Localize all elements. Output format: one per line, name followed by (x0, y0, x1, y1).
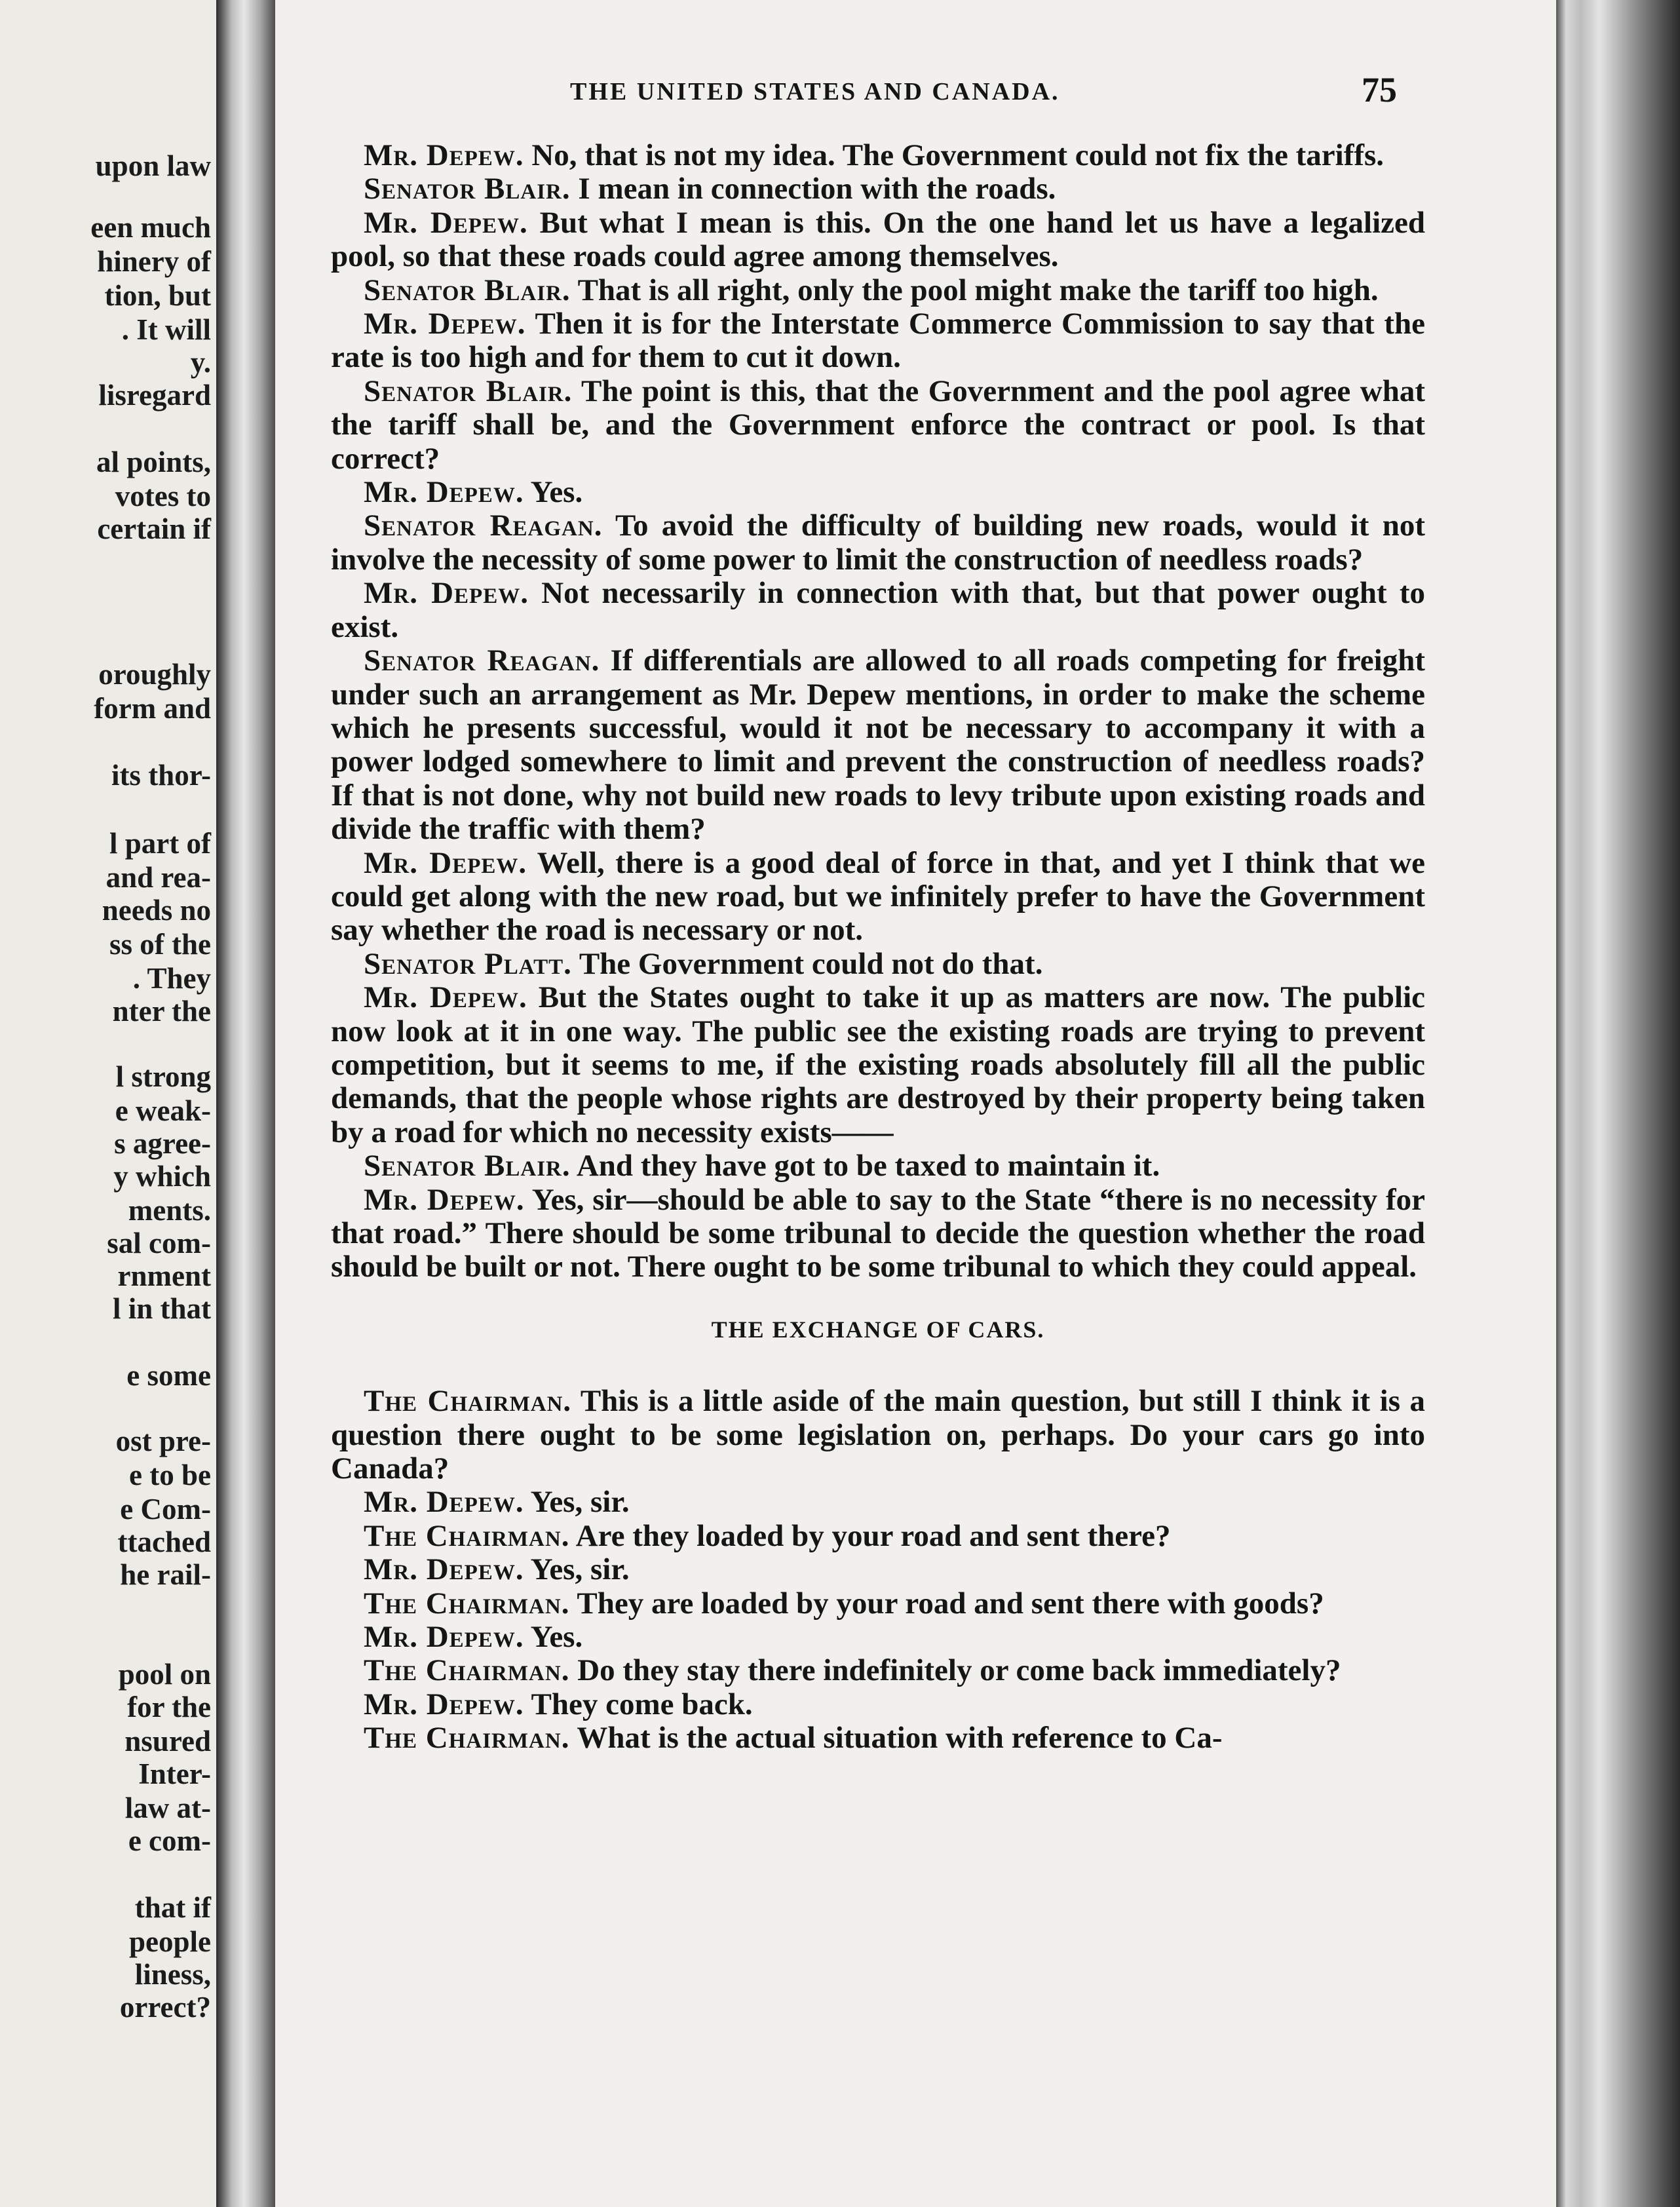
speaker-name: Mr. Depew. (364, 1620, 524, 1655)
testimony-paragraph (331, 274, 1425, 307)
speaker-name: Mr. Depew. (364, 845, 527, 880)
testimony-paragraph (331, 206, 1425, 274)
speaker-name: Mr. Depew. (364, 1485, 524, 1520)
margin-fragment: its thor- (111, 759, 211, 792)
margin-fragment: that if (134, 1891, 211, 1924)
speaker-name: Mr. Depew. (364, 1182, 525, 1217)
testimony-paragraph (331, 644, 1425, 846)
speaker-name: Senator Reagan. (364, 643, 600, 678)
testimony-paragraph (331, 948, 1425, 981)
margin-fragment: certain if (97, 512, 211, 545)
margin-fragment: needs no (102, 894, 211, 927)
margin-fragment: oroughly (98, 658, 211, 691)
speaker-name: Mr. Depew. (364, 980, 527, 1015)
margin-fragment: lisregard (98, 379, 211, 412)
statement-text: Are they loaded by your road and sent there? (575, 1518, 1171, 1553)
statement-text: Yes, sir—should be able to say to the State “there is no necessity for that road.” There should be some tribunal to decide the question whether the road should be built or not. There ought to be some tribunal to which they could appeal. (331, 1182, 1425, 1284)
margin-fragment: e to be (129, 1459, 211, 1491)
margin-fragment: upon law (95, 149, 211, 182)
margin-fragment: he rail- (120, 1558, 211, 1591)
margin-fragment: e com- (128, 1824, 211, 1857)
testimony-paragraph (331, 981, 1425, 1149)
speaker-name: Senator Blair. (364, 374, 573, 408)
statement-text: To avoid the difficulty of building new roads, would it not involve the necessity of some power to limit the construction of needless roads? (331, 509, 1425, 577)
margin-fragment: form and (94, 692, 211, 725)
speaker-name: Senator Reagan. (364, 509, 603, 543)
margin-fragment: s agree- (114, 1127, 211, 1160)
statement-text: If differentials are allowed to all roads competing for freight under such an arrangement as Mr. Depew mentions, in order to make the scheme which he presents successful, would it not be necessary to accompany it with a power lodged somewhere to limit and prevent the construction of needless roads? If that is not done, why not build new roads to levy tribute upon existing roads and divide the traffic with them? (331, 643, 1425, 847)
speaker-name: The Chairman. (364, 1586, 570, 1621)
speaker-name: Mr. Depew. (364, 1687, 524, 1721)
speaker-name: The Chairman. (364, 1384, 572, 1419)
margin-fragment: rnment (117, 1259, 211, 1292)
margin-fragment: for the (127, 1691, 211, 1723)
speaker-name: Senator Blair. (364, 1149, 571, 1183)
testimony-paragraph (331, 577, 1425, 644)
statement-text: This is a little aside of the main question, but still I think it is a question there ought to be some legislation on, perhaps. Do your cars go into Canada? (331, 1384, 1425, 1486)
book-page-edges (1556, 0, 1680, 2207)
margin-fragment: l in that (112, 1292, 211, 1325)
margin-fragment: law at- (124, 1792, 211, 1824)
margin-fragment: y. (190, 346, 211, 379)
margin-fragment: votes to (115, 480, 211, 512)
margin-fragment: ss of the (109, 928, 211, 961)
testimony-paragraph (331, 1721, 1425, 1755)
margin-fragment: pool on (118, 1658, 211, 1691)
margin-fragment: nter the (112, 995, 211, 1027)
margin-fragment: people (128, 1925, 211, 1958)
margin-fragment: l strong (115, 1060, 211, 1093)
statement-text: No, that is not my idea. The Government could not fix the tariffs. (531, 138, 1384, 172)
statement-text: They are loaded by your road and sent there with goods? (577, 1586, 1324, 1621)
left-page-fragment (0, 0, 223, 2207)
statement-text: They come back. (531, 1687, 753, 1721)
margin-fragment: e some (126, 1359, 211, 1392)
page-body (331, 139, 1425, 1756)
statement-text: The point is this, that the Government and the pool agree what the tariff shall be, and the Government enforce the contract or pool. Is that correct? (331, 374, 1425, 476)
margin-fragment: ments. (128, 1194, 211, 1227)
margin-fragment: sal com- (107, 1227, 211, 1259)
statement-text: Yes, sir. (530, 1485, 630, 1520)
speaker-name: Mr. Depew. (364, 475, 524, 510)
testimony-paragraph (331, 1385, 1425, 1486)
testimony-paragraph (331, 1621, 1425, 1654)
margin-fragment: e weak- (115, 1094, 211, 1127)
testimony-paragraph (331, 375, 1425, 476)
speaker-name: Senator Blair. (364, 172, 571, 206)
speaker-name: Mr. Depew. (364, 307, 526, 341)
margin-fragment: orrect? (119, 1991, 211, 2024)
testimony-paragraph (331, 1486, 1425, 1519)
statement-text: Yes. (530, 475, 583, 510)
testimony-paragraph (331, 476, 1425, 509)
speaker-name: Mr. Depew. (364, 138, 524, 172)
statement-text: But what I mean is this. On the one hand let us have a legalized pool, so that these roads could agree among themselves. (331, 205, 1425, 274)
margin-fragment: ost pre- (115, 1425, 211, 1457)
testimony-section (331, 139, 1425, 1284)
margin-fragment: tion, but (104, 279, 211, 312)
testimony-paragraph (331, 1587, 1425, 1621)
margin-fragment: ttached (117, 1526, 211, 1558)
margin-fragment: l part of (109, 827, 211, 860)
speaker-name: The Chairman. (364, 1721, 570, 1756)
testimony-paragraph (331, 1553, 1425, 1586)
running-header: THE UNITED STATES AND CANADA. (570, 78, 1060, 106)
statement-text: The Government could not do that. (579, 946, 1043, 981)
statement-text: Then it is for the Interstate Commerce Commission to say that the rate is too high and for them to cut it down. (331, 307, 1425, 375)
speaker-name: The Chairman. (364, 1518, 570, 1553)
margin-fragment: liness, (134, 1958, 211, 1991)
margin-fragment: hinery of (97, 245, 211, 278)
margin-fragment: . They (132, 962, 211, 995)
section-heading: THE EXCHANGE OF CARS. (711, 1316, 1045, 1343)
margin-fragment: Inter- (138, 1757, 211, 1790)
testimony-paragraph (331, 172, 1425, 206)
speaker-name: Mr. Depew. (364, 1552, 524, 1587)
statement-text: Yes. (530, 1620, 583, 1655)
book-gutter (216, 0, 278, 2207)
testimony-paragraph (331, 1183, 1425, 1284)
speaker-name: The Chairman. (364, 1653, 570, 1688)
statement-text: What is the actual situation with reference to Ca- (577, 1721, 1223, 1756)
testimony-paragraph (331, 1149, 1425, 1183)
page-number: 75 (1362, 70, 1397, 109)
testimony-paragraph (331, 509, 1425, 577)
margin-fragment: nsured (124, 1725, 211, 1757)
testimony-paragraph (331, 1688, 1425, 1721)
speaker-name: Mr. Depew. (364, 576, 529, 611)
margin-fragment: and rea- (105, 861, 211, 894)
statement-text: But the States ought to take it up as matters are now. The public now look at it in one way. The public see the existing roads are trying to prevent competition, but it seems to me, if the existing roads absolutely fill all the public demands, that the people whose rights are destroyed by their property being taken by a road for which no necessity exists—— (331, 980, 1425, 1149)
statement-text: That is all right, only the pool might make the tariff too high. (577, 273, 1379, 307)
testimony-paragraph (331, 307, 1425, 375)
margin-fragment: y which (113, 1160, 211, 1193)
speaker-name: Mr. Depew. (364, 205, 528, 240)
testimony-section (331, 1385, 1425, 1755)
margin-fragment: een much (90, 211, 211, 244)
statement-text: Yes, sir. (530, 1552, 630, 1587)
statement-text: Well, there is a good deal of force in that, and yet I think that we could get along with the new road, but we infinitely prefer to have the Government say whether the road is necessary or not. (331, 845, 1425, 948)
testimony-paragraph (331, 847, 1425, 948)
statement-text: And they have got to be taxed to maintain it. (576, 1149, 1160, 1183)
speaker-name: Senator Platt. (364, 946, 572, 981)
statement-text: Do they stay there indefinitely or come back immediately? (577, 1653, 1341, 1688)
margin-fragment: e Com- (120, 1493, 211, 1526)
statement-text: I mean in connection with the roads. (578, 172, 1056, 206)
testimony-paragraph (331, 1654, 1425, 1687)
statement-text: Not necessarily in connection with that, but that power ought to exist. (331, 576, 1425, 644)
testimony-paragraph (331, 1520, 1425, 1553)
margin-fragment: al points, (96, 446, 211, 478)
testimony-paragraph (331, 139, 1425, 172)
speaker-name: Senator Blair. (364, 273, 571, 307)
margin-fragment: . It will (121, 313, 211, 346)
